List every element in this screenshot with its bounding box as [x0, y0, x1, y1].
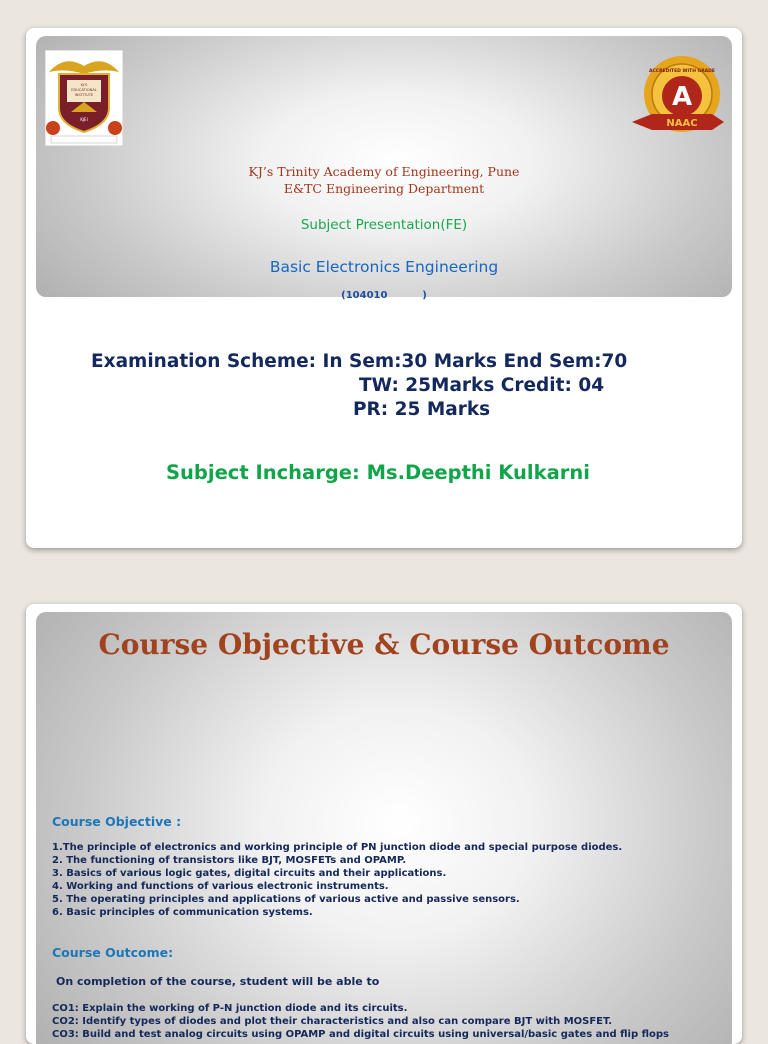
outcome-item: CO3: Build and test analog circuits using OPAMP and digital circuits using universal/basic gates and flip flops — [52, 1029, 670, 1040]
subject-presentation-label: Subject Presentation(FE) — [300, 217, 468, 233]
title-panel — [36, 36, 732, 301]
college-crest-icon — [45, 50, 123, 146]
naac-badge-text: NAAC — [666, 118, 698, 129]
crest-text-3: INSTITUTE — [74, 93, 94, 97]
outcome-heading: Course Outcome: — [52, 945, 174, 960]
objective-heading: Course Objective : — [52, 814, 182, 829]
exam-scheme-line-3: PR: 25 Marks — [353, 399, 491, 420]
objective-item: 4. Working and functions of various electronic instruments. — [52, 881, 389, 892]
outcome-item: CO2: Identify types of diodes and plot their characteristics and also can compare BJT with MOSFET. — [52, 1016, 613, 1027]
objective-item: 6. Basic principles of communication systems. — [52, 907, 313, 918]
objective-list — [52, 841, 622, 919]
course-objective-slide — [26, 604, 742, 1044]
objective-item: 3. Basics of various logic gates, digital circuits and their applications. — [52, 868, 447, 879]
subject-name: Basic Electronics Engineering — [269, 258, 499, 276]
outcome-intro: On completion of the course, student will be able to — [56, 975, 380, 988]
exam-scheme-line-1: Examination Scheme: In Sem:30 Marks End Sem:70 — [91, 351, 628, 372]
objective-panel — [36, 612, 732, 1044]
outcome-list — [52, 1002, 669, 1041]
naac-grade: A — [671, 82, 693, 112]
naac-grade-a-seal-icon — [630, 50, 726, 150]
exam-scheme-line-2: TW: 25Marks Credit: 04 — [359, 375, 605, 396]
title-slide — [26, 28, 742, 548]
subject-code: (104010 ) — [341, 290, 427, 301]
crest-text-4: KJEI — [80, 117, 88, 122]
objective-item: 1.The principle of electronics and working principle of PN junction diode and special purpose diodes. — [52, 842, 623, 853]
naac-ring-text: ACCREDITED WITH GRADE — [649, 69, 715, 74]
slide-title: Course Objective & Course Outcome — [98, 628, 670, 661]
crest-text-2: EDUCATIONAL — [71, 88, 97, 92]
objective-item: 5. The operating principles and applications of various active and passive sensors. — [52, 894, 520, 905]
crest-text-1: KJ'S — [80, 83, 88, 87]
objective-item: 2. The functioning of transistors like BJT, MOSFETs and OPAMP. — [52, 855, 407, 866]
outcome-item: CO1: Explain the working of P-N junction diode and its circuits. — [52, 1003, 408, 1014]
subject-incharge: Subject Incharge: Ms.Deepthi Kulkarni — [166, 461, 590, 484]
department-name: E&TC Engineering Department — [283, 181, 485, 196]
institute-name: KJ’s Trinity Academy of Engineering, Pune — [248, 164, 520, 179]
